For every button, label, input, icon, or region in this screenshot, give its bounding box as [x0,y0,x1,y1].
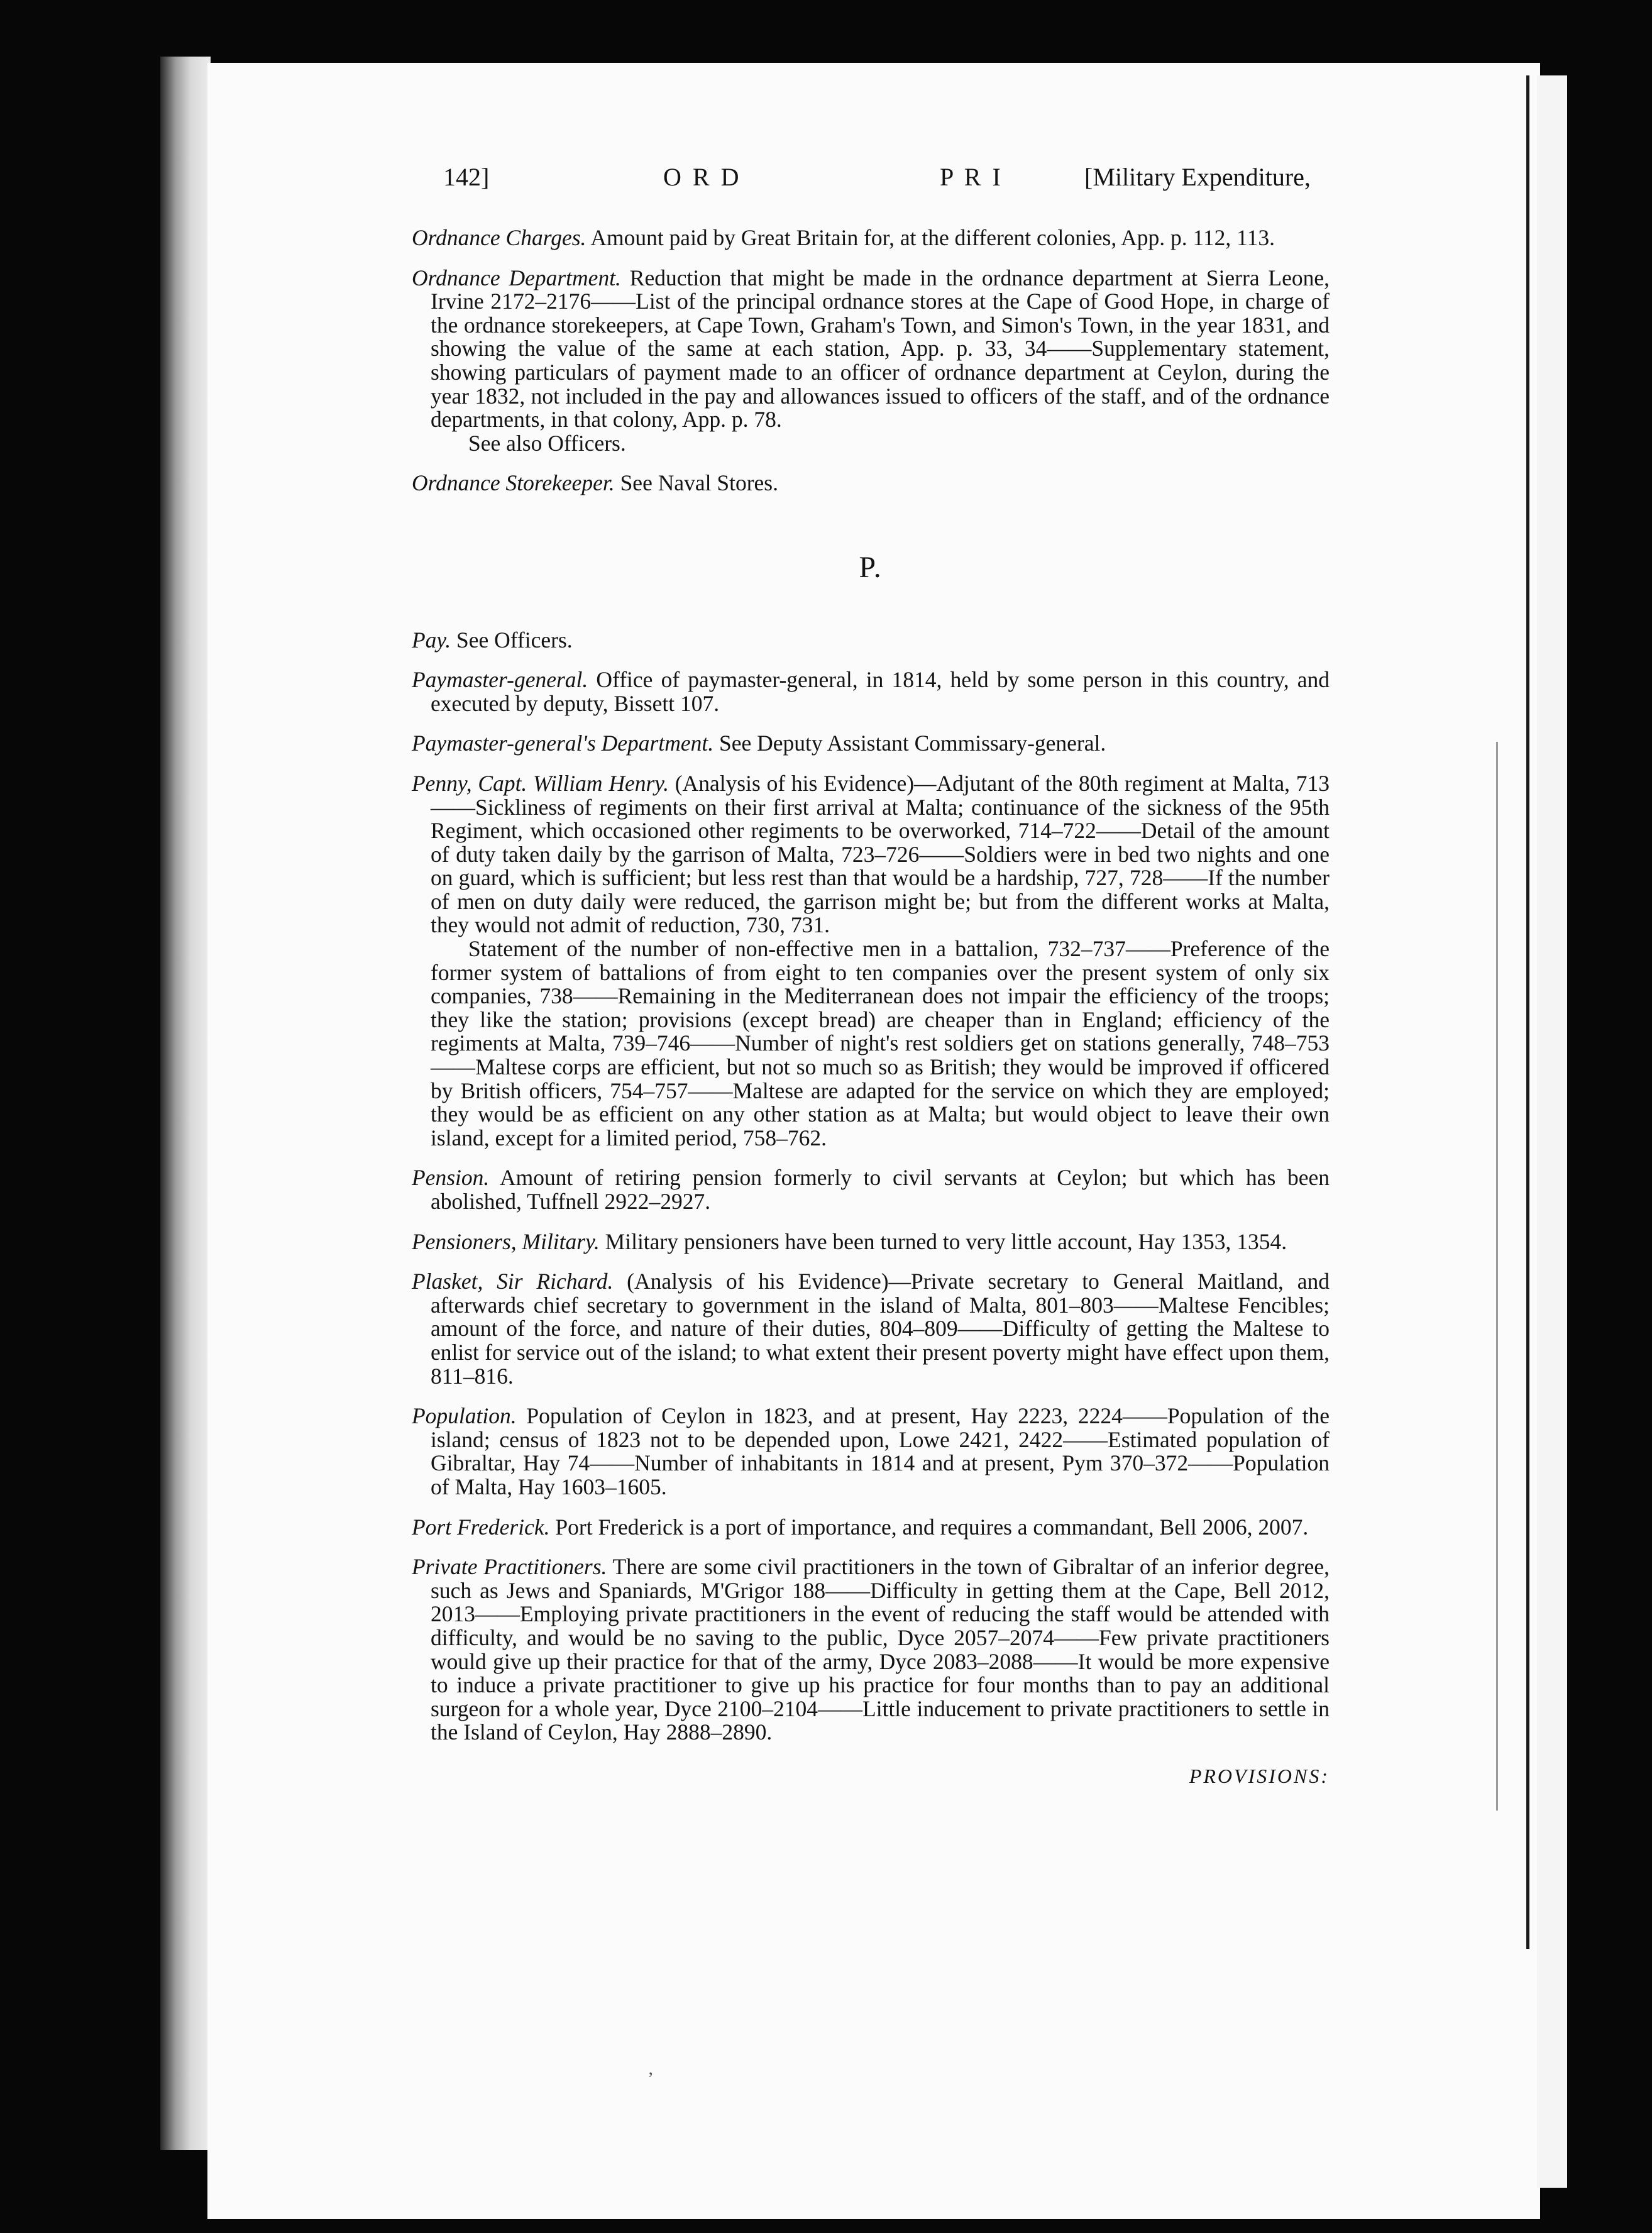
entry-text: See Officers. [451,627,573,653]
entry-text: Amount of retiring pension formerly to civil servants at Ceylon; but which has been abolished, Tuffnell 2922–2927. [431,1165,1330,1214]
entry-headword: Port Frederick. [412,1514,550,1540]
index-entry [412,226,1330,250]
index-entry [412,1404,1330,1499]
entry-text: Amount paid by Great Britain for, at the different colonies, App. p. 112, 113. [586,225,1275,250]
entry-headword: Pension. [412,1165,490,1191]
entry-headword: Ordnance Charges. [412,225,586,250]
see-also-reference: See also Officers. [468,430,626,456]
entry-headword: Pay. [412,627,451,653]
page-gutter-line-faint [1496,742,1498,1811]
index-entry [412,629,1330,653]
entry-text: Population of Ceylon in 1823, and at present, Hay 2223, 2224——Population of the island; census of 1823 not to be depended upon, Lowe 2421, 2422——Estimated population of Gibraltar, Hay 74——Number of inhabitants in 1814 and at present, Pym 370–372——Population of Malta, Hay 1603–1605. [431,1403,1330,1499]
facing-page-edge [1537,75,1567,2188]
entry-text: Port Frederick is a port of importance, and requires a commandant, Bell 2006, 2007. [549,1514,1309,1540]
left-guide-word: O R D [663,163,742,191]
entry-headword: Private Practitioners. [412,1554,607,1580]
entry-text: (Analysis of his Evidence)—Private secretary to General Maitland, and afterwards chief secretary to government in the island of Malta, 801–803——Maltese Fencibles; amount of the force, and nature of their duties, 804–809——Difficulty of getting the Maltese to enlist for service out of the island; to what extent their present poverty might have effect upon them, 811–816. [431,1269,1330,1389]
entry-text: (Analysis of his Evidence)—Adjutant of the 80th regiment at Malta, 713——Sickliness of regiments on their first arrival at Malta; continuance of the sickness of the 95th Regiment, which occasioned other regiments to be overworked, 714–722——Detail of the amount of duty taken daily by the garrison of Malta, 723–726——Soldiers were in bed two nights and one on guard, which is sufficient; but less rest than that would be a hardship, 727, 728——If the number of men on duty daily were reduced, the garrison might be; but from the different works at Malta, they would not admit of reduction, 730, 731. [431,770,1330,938]
book-spine-shadow [160,57,211,2150]
entry-headword: Ordnance Department. [412,265,621,290]
index-entry [412,1270,1330,1388]
ink-speck: ’ [647,2068,654,2089]
index-entry [412,1555,1330,1745]
entry-text: See Deputy Assistant Commissary-general. [713,731,1106,756]
index-entry [412,732,1330,756]
entry-headword: Paymaster-general. [412,667,588,693]
page-number: 142] [443,163,490,191]
entry-continuation: Statement of the number of non-effective men in a battalion, 732–737——Preference of the former system of battalions of from eight to ten companies over the present system of only six companies, 738——Remaining in the Mediterranean does not impair the efficiency of the troops; they like the station; provisions (except bread) are cheaper than in England; efficiency of the regiments at Malta, 739–746——Number of night's rest soldiers get on stations generally, 748–753——Maltese corps are efficient, but not so much so as British; they would be improved if officered by British officers, 754–757——Maltese are adapted for the service on which they are employed; they would be as efficient on any other station as at Malta; but would object to leave their own island, except for a limited period, 758–762. [431,936,1330,1150]
index-entry [412,1516,1330,1540]
index-column [412,226,1330,1788]
entry-headword: Paymaster-general's Department. [412,731,714,756]
entry-text: Military pensioners have been turned to very little account, Hay 1353, 1354. [599,1228,1287,1254]
index-entry [412,471,1330,495]
running-head-section: [Military Expenditure, [1084,163,1311,191]
entry-headword: Penny, Capt. William Henry. [412,770,669,796]
entry-headword: Pensioners, Military. [412,1228,600,1254]
entry-text: See Naval Stores. [614,470,778,496]
entry-headword: Ordnance Storekeeper. [412,470,615,496]
index-entry [412,1230,1330,1254]
index-entry [412,1166,1330,1213]
entry-headword: Plasket, Sir Richard. [412,1269,614,1294]
entry-text: There are some civil practitioners in the town of Gibraltar of an inferior degree, such as Jews and Spaniards, M'Grigor 188——Difficulty in getting them at the Cape, Bell 2012, 2013——Employing private practitioners in the event of reducing the staff would be attended with difficulty, and would be no saving to the public, Dyce 2057–2074——Few private practitioners would give up their practice for that of the army, Dyce 2083–2088——It would be more expensive to induce a private practitioner to give up his practice for four months than to pay an additional surgeon for a whole year, Dyce 2100–2104——Little inducement to private practitioners to settle in the Island of Ceylon, Hay 2888–2890. [431,1554,1330,1745]
right-guide-word: P R I [940,163,1003,191]
entry-text: Office of paymaster-general, in 1814, held by some person in this country, and executed by deputy, Bissett 107. [431,667,1330,716]
page-gutter-line [1526,75,1529,1949]
catchword: PROVISIONS: [1189,1764,1330,1787]
index-entry [412,772,1330,937]
section-letter: P. [859,550,883,584]
entry-headword: Population. [412,1403,517,1429]
index-entry [412,668,1330,715]
index-entry [412,267,1330,432]
entry-text: Reduction that might be made in the ordnance department at Sierra Leone, Irvine 2172–2176——List of the principal ordnance stores at the Cape of Good Hope, in charge of the ordnance storekeepers, at Cape Town, Graham's Town, and Simon's Town, in the year 1831, and showing the value of the same at each station, App. p. 33, 34——Supplementary statement, showing particulars of payment made to an officer of ordnance department at Ceylon, during the year 1832, not included in the pay and allowances issued to officers of the staff, and of the ordnance departments, in that colony, App. p. 78. [431,265,1330,433]
